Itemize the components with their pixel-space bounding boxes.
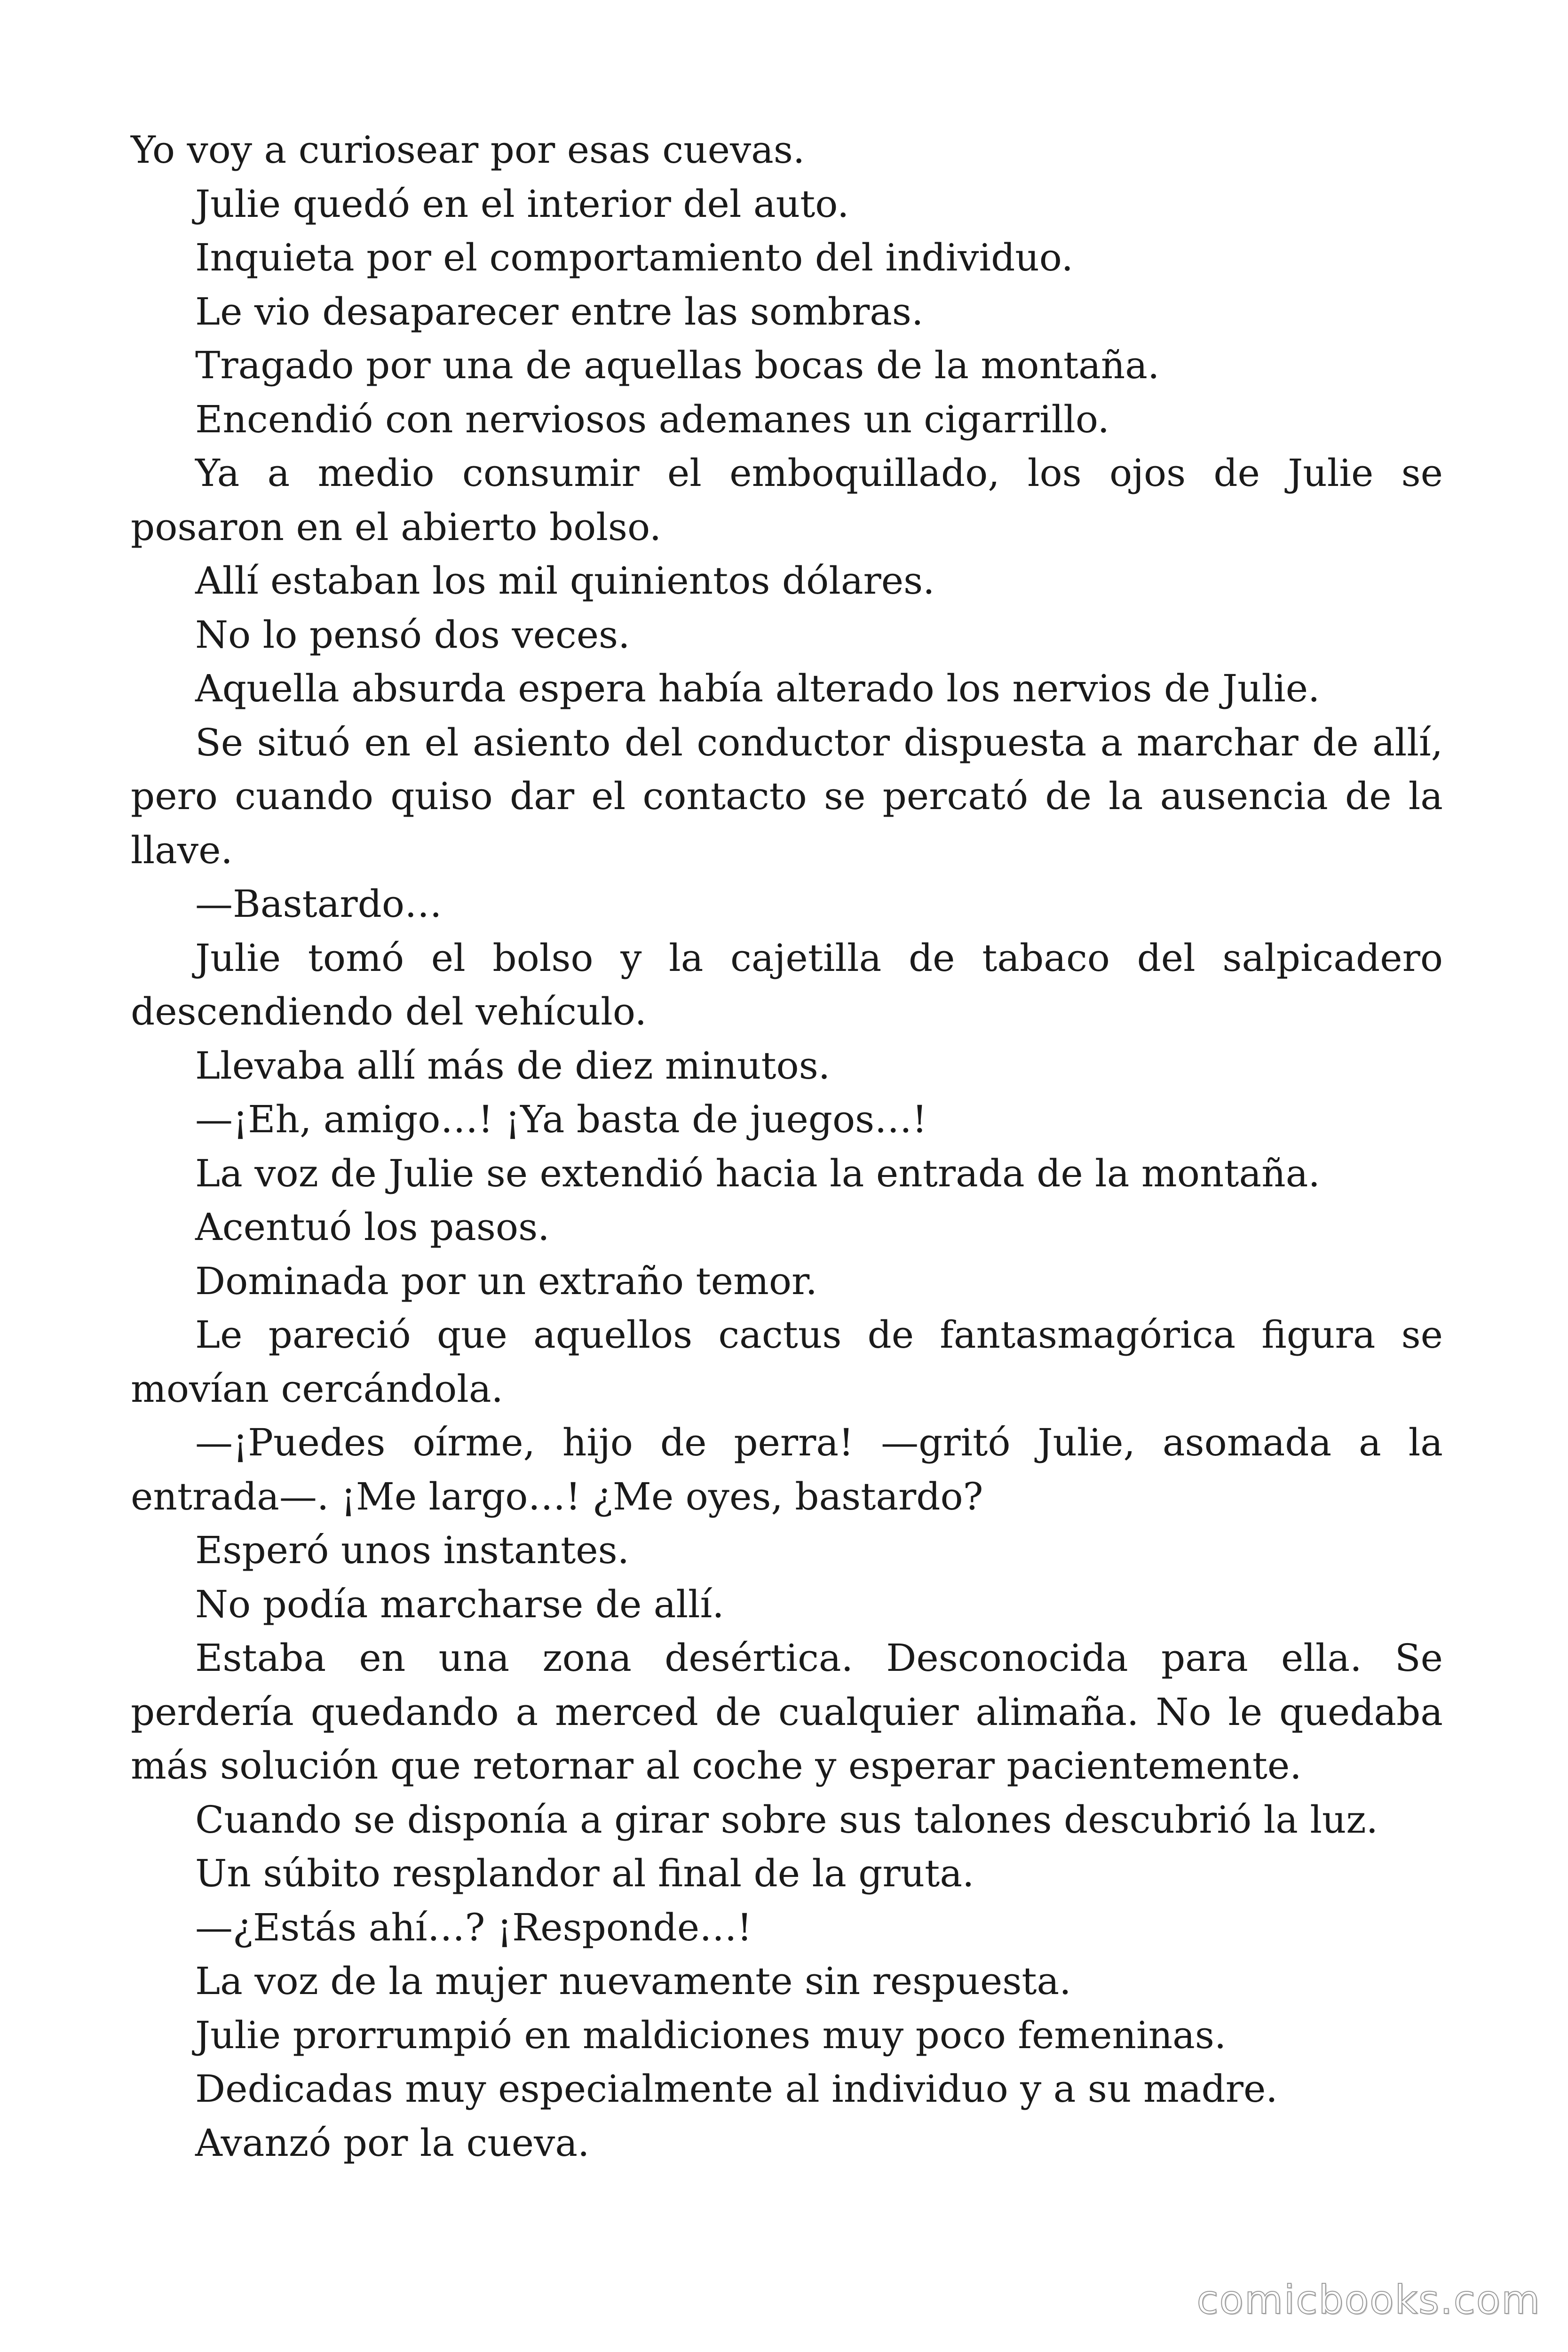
paragraph: La voz de la mujer nuevamente sin respuesta.: [195, 1959, 1071, 2003]
paragraph: Cuando se disponía a girar sobre sus talones descubrió la luz.: [195, 1797, 1378, 1842]
paragraph: —¡Eh, amigo…! ¡Ya basta de juegos…!: [195, 1097, 927, 1141]
paragraph: Avanzó por la cueva.: [195, 2121, 590, 2165]
paragraph: Julie tomó el bolso y la cajetilla de tabaco del salpicadero descendiendo del vehículo.: [131, 936, 1443, 1033]
paragraph: Le vio desaparecer entre las sombras.: [195, 289, 924, 334]
paragraph: Ya a medio consumir el emboquillado, los ojos de Julie se posaron en el abierto bolso.: [131, 451, 1443, 549]
paragraph: —¿Estás ahí…? ¡Responde…!: [195, 1905, 752, 1949]
paragraph: Acentuó los pasos.: [195, 1205, 550, 1249]
paragraph: Llevaba allí más de diez minutos.: [195, 1043, 831, 1088]
paragraph: Esperó unos instantes.: [195, 1528, 630, 1572]
paragraph: Inquieta por el comportamiento del individuo.: [195, 236, 1073, 279]
watermark-logo: comicbooks.com: [1196, 2277, 1541, 2323]
paragraph: Allí estaban los mil quinientos dólares.: [195, 559, 935, 603]
paragraph: Un súbito resplandor al final de la gruta.: [195, 1851, 974, 1895]
paragraph: Dominada por un extraño temor.: [195, 1259, 817, 1303]
paragraph: Aquella absurda espera había alterado los nervios de Julie.: [195, 667, 1320, 710]
paragraph: Julie quedó en el interior del auto.: [195, 182, 849, 226]
paragraph: No podía marcharse de allí.: [195, 1582, 724, 1626]
paragraph: Julie prorrumpió en maldiciones muy poco femeninas.: [195, 2013, 1227, 2057]
paragraph: Yo voy a curiosear por esas cuevas.: [131, 128, 805, 172]
paragraph: —¡Puedes oírme, hijo de perra! —gritó Julie, asomada a la entrada—. ¡Me largo…! ¿Me oyes, bastardo?: [131, 1421, 1443, 1518]
paragraph: —Bastardo…: [195, 882, 442, 926]
paragraph: No lo pensó dos veces.: [195, 612, 630, 657]
paragraph: La voz de Julie se extendió hacia la entrada de la montaña.: [195, 1151, 1320, 1195]
paragraph: Tragado por una de aquellas bocas de la montaña.: [195, 343, 1160, 387]
paragraph: Se situó en el asiento del conductor dispuesta a marchar de allí, pero cuando quiso dar el contacto se percató de la ausencia de la llave.: [131, 720, 1443, 872]
paragraph: Le pareció que aquellos cactus de fantasmagórica figura se movían cercándola.: [131, 1313, 1443, 1411]
paragraph: Estaba en una zona desértica. Desconocida para ella. Se perdería quedando a merced de cualquier alimaña. No le quedaba más solución que retornar al coche y esperar pacientemente.: [131, 1636, 1443, 1788]
paragraph: Dedicadas muy especialmente al individuo y a su madre.: [195, 2067, 1278, 2111]
paragraph: Encendió con nerviosos ademanes un cigarrillo.: [195, 397, 1110, 441]
page-text-body: [131, 123, 1443, 2170]
